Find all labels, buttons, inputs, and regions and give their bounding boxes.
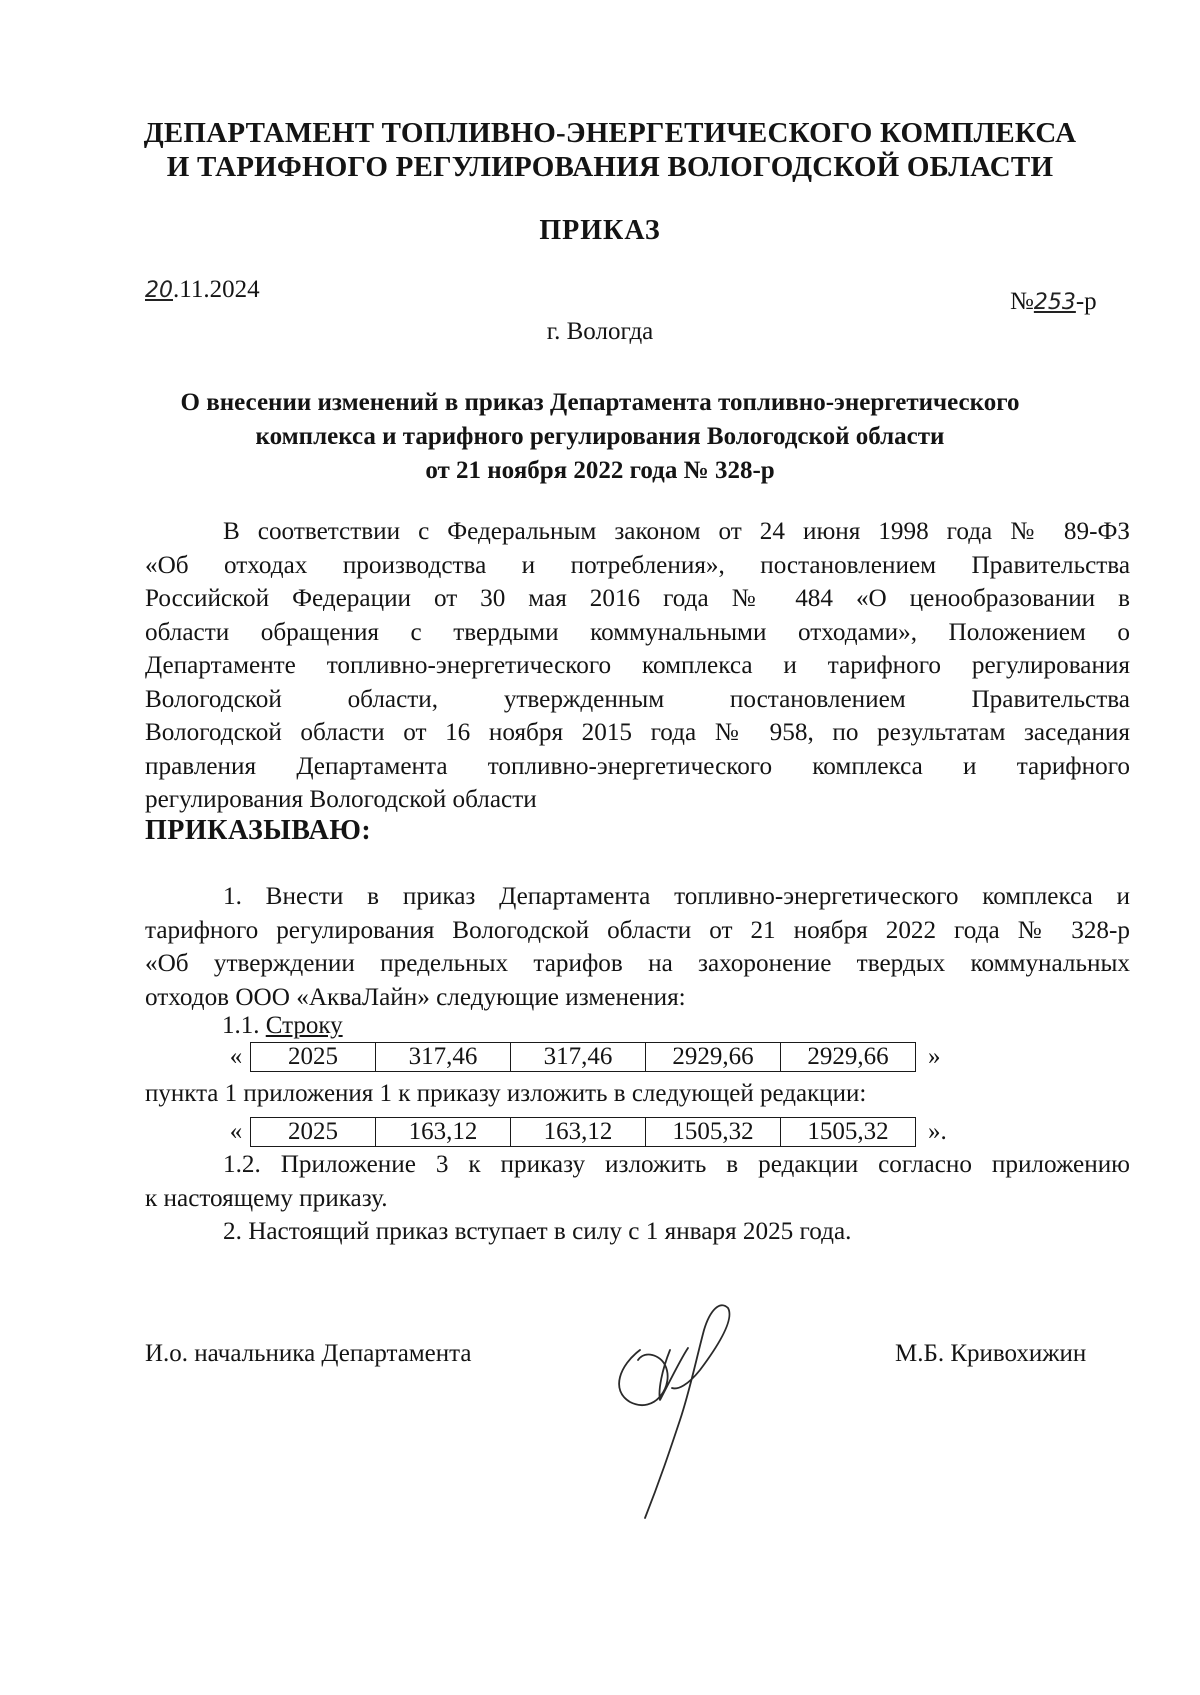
open-quote: « <box>229 1043 243 1070</box>
new-row-cell: 1505,32 <box>646 1118 781 1147</box>
subject-line-2: комплекса и тарифного регулирования Вологодской области <box>255 423 945 450</box>
item-2: 2. Настоящий приказ вступает в силу с 1 января 2025 года. <box>223 1218 852 1245</box>
department-line-1: ДЕПАРТАМЕНТ ТОПЛИВНО-ЭНЕРГЕТИЧЕСКОГО КОМПЛЕКСА <box>143 117 1077 149</box>
old-row-cell: 2025 <box>251 1043 376 1072</box>
order-number <box>1010 288 1097 316</box>
old-row-cell: 2929,66 <box>781 1043 916 1072</box>
item-1-line: 1. Внести в приказ Департамента топливно-энергетического комплекса и <box>223 883 1130 910</box>
item-1-1-label <box>222 1012 343 1040</box>
preamble-line: правления Департамента топливно-энергетического комплекса и тарифного <box>145 752 1130 780</box>
decree-word: ПРИКАЗЫВАЮ: <box>145 815 372 846</box>
item-1-1-prefix: 1.1. <box>222 1012 266 1039</box>
new-tariff-table <box>250 1117 916 1147</box>
item-1-1-middle-text: пункта 1 приложения 1 к приказу изложить в следующей редакции: <box>145 1080 867 1107</box>
preamble-line: Вологодской области, утвержденным постановлением Правительства <box>145 685 1130 713</box>
new-row-cell: 1505,32 <box>781 1118 916 1147</box>
old-row-cell: 317,46 <box>376 1043 511 1072</box>
subject-line-1: О внесении изменений в приказ Департамента топливно-энергетического <box>180 389 1020 416</box>
signer-name: М.Б. Кривохижин <box>895 1340 1087 1367</box>
date-handwritten: 20 <box>145 278 173 303</box>
city: г. Вологда <box>546 318 654 345</box>
number-handwritten: 253 <box>1033 290 1076 315</box>
preamble-line: области обращения с твердыми коммунальными отходами», Положением о <box>145 618 1130 646</box>
new-row-cell: 163,12 <box>376 1118 511 1147</box>
order-subject <box>120 386 1080 488</box>
date-printed: .11.2024 <box>173 276 260 303</box>
item-1-line: тарифного регулирования Вологодской области от 21 ноября 2022 года № 328-р <box>145 916 1130 944</box>
item-1-line: «Об утверждении предельных тарифов на захоронение твердых коммунальных <box>145 950 1130 977</box>
old-row-cell: 2929,66 <box>646 1043 781 1072</box>
item-1-2-line: 1.2. Приложение 3 к приказу изложить в редакции согласно приложению <box>223 1151 1130 1178</box>
close-quote: » <box>928 1043 941 1070</box>
preamble-line: «Об отходах производства и потребления», постановлением Правительства <box>145 551 1130 579</box>
item-1 <box>145 880 1130 1014</box>
preamble-line: Вологодской области от 16 ноября 2015 года № 958, по результатам заседания <box>145 719 1130 746</box>
item-1-2-line: к настоящему приказу. <box>145 1184 388 1212</box>
number-prefix: № <box>1010 288 1034 315</box>
signer-position: И.о. начальника Департамента <box>145 1340 472 1367</box>
close-quote-end: ». <box>928 1118 947 1145</box>
old-tariff-row <box>222 1040 941 1074</box>
subject-line-3: от 21 ноября 2022 года № 328-р <box>425 457 775 484</box>
old-tariff-table <box>250 1042 916 1072</box>
preamble-line: В соответствии с Федеральным законом от 24 июня 1998 года № 89-ФЗ <box>223 518 1130 545</box>
item-1-2 <box>145 1148 1130 1215</box>
preamble-line: регулирования Вологодской области <box>145 786 537 813</box>
preamble-line: Департаменте топливно-энергетического комплекса и тарифного регулирования <box>145 652 1130 679</box>
new-row-cell: 163,12 <box>511 1118 646 1147</box>
item-1-1-word: Строку <box>265 1012 343 1039</box>
department-line-2: И ТАРИФНОГО РЕГУЛИРОВАНИЯ ВОЛОГОДСКОЙ ОБЛАСТИ <box>166 151 1054 183</box>
open-quote: « <box>229 1118 243 1145</box>
preamble <box>145 515 1130 817</box>
document-type: ПРИКАЗ <box>539 215 661 246</box>
order-date <box>145 276 260 304</box>
preamble-line: Российской Федерации от 30 мая 2016 года № 484 «О ценообразовании в <box>145 585 1130 612</box>
new-row-cell: 2025 <box>251 1118 376 1147</box>
number-suffix: -р <box>1075 288 1097 315</box>
new-tariff-row <box>222 1115 947 1149</box>
old-row-cell: 317,46 <box>511 1043 646 1072</box>
item-1-line: отходов ООО «АкваЛайн» следующие изменения: <box>145 983 686 1011</box>
handwritten-signature <box>600 1290 800 1520</box>
department-header <box>140 116 1080 184</box>
